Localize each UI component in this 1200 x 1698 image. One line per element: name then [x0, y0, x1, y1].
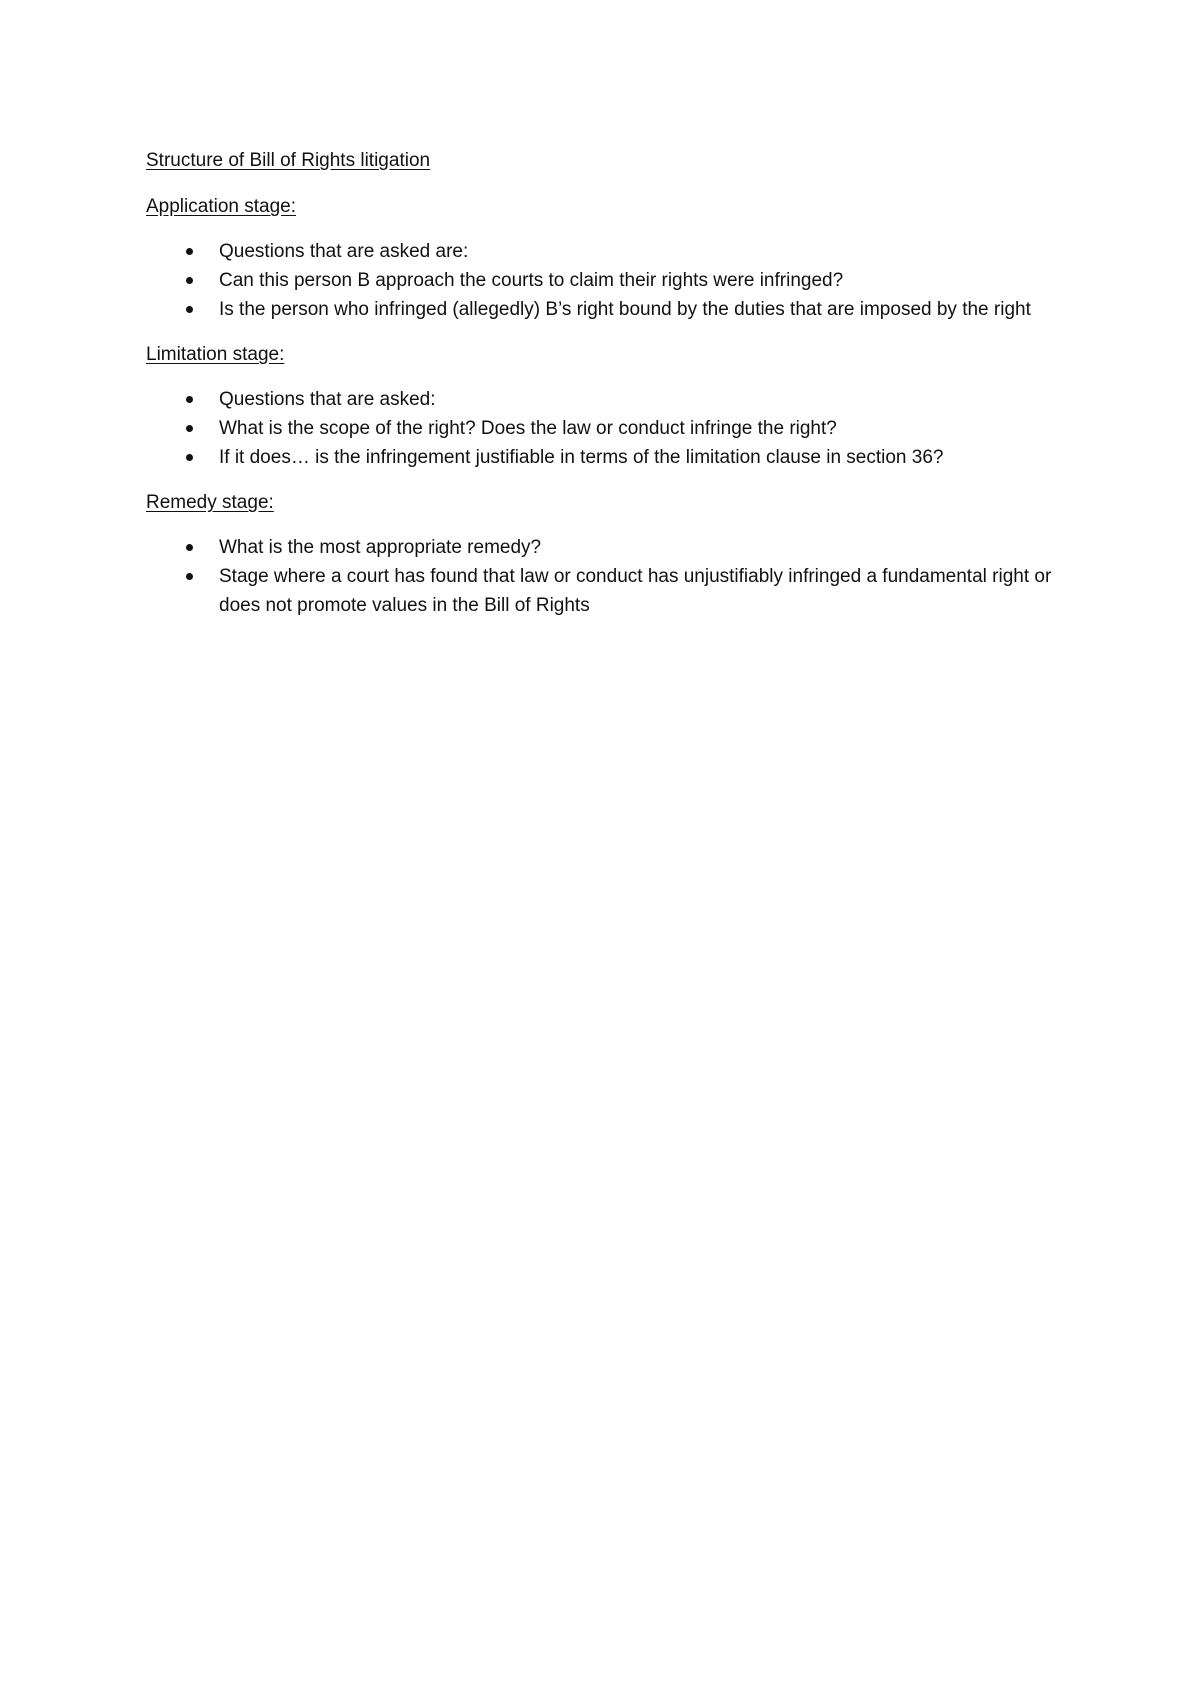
list-item: [146, 414, 1066, 443]
list-item-text: Questions that are asked:: [219, 389, 436, 410]
section-heading: Limitation stage:: [146, 344, 285, 365]
section-remedy: [146, 488, 1066, 620]
list-item: [146, 533, 1066, 562]
bullet-list: [146, 237, 1066, 324]
list-item: [146, 295, 1066, 324]
list-item-text: Questions that are asked are:: [219, 241, 469, 262]
document-title: Structure of Bill of Rights litigation: [146, 150, 431, 171]
list-item: [146, 562, 1066, 620]
bullet-list: [146, 385, 1066, 472]
bullet-icon: [186, 277, 193, 284]
list-item: [146, 266, 1066, 295]
bullet-icon: [186, 248, 193, 255]
document-body: [146, 146, 1066, 636]
section-application: [146, 192, 1066, 324]
bullet-icon: [186, 454, 193, 461]
bullet-icon: [186, 425, 193, 432]
section-limitation: [146, 340, 1066, 472]
list-item-text: What is the most appropriate remedy?: [219, 537, 542, 558]
section-heading: Remedy stage:: [146, 492, 274, 513]
section-heading: Application stage:: [146, 196, 296, 217]
list-item: [146, 443, 1066, 472]
bullet-list: [146, 533, 1066, 620]
list-item: [146, 385, 1066, 414]
list-item-text: Is the person who infringed (allegedly) B’s right bound by the duties that are imposed by the right: [219, 299, 1031, 320]
bullet-icon: [186, 573, 193, 580]
bullet-icon: [186, 306, 193, 313]
list-item-text: What is the scope of the right? Does the law or conduct infringe the right?: [219, 418, 837, 439]
list-item-text: If it does… is the infringement justifiable in terms of the limitation clause in section 36?: [219, 447, 944, 468]
list-item-text: Stage where a court has found that law or conduct has unjustifiably infringed a fundamental right or does not promote values in the Bill of Rights: [219, 566, 1052, 616]
list-item-text: Can this person B approach the courts to claim their rights were infringed?: [219, 270, 844, 291]
bullet-icon: [186, 544, 193, 551]
list-item: [146, 237, 1066, 266]
bullet-icon: [186, 396, 193, 403]
